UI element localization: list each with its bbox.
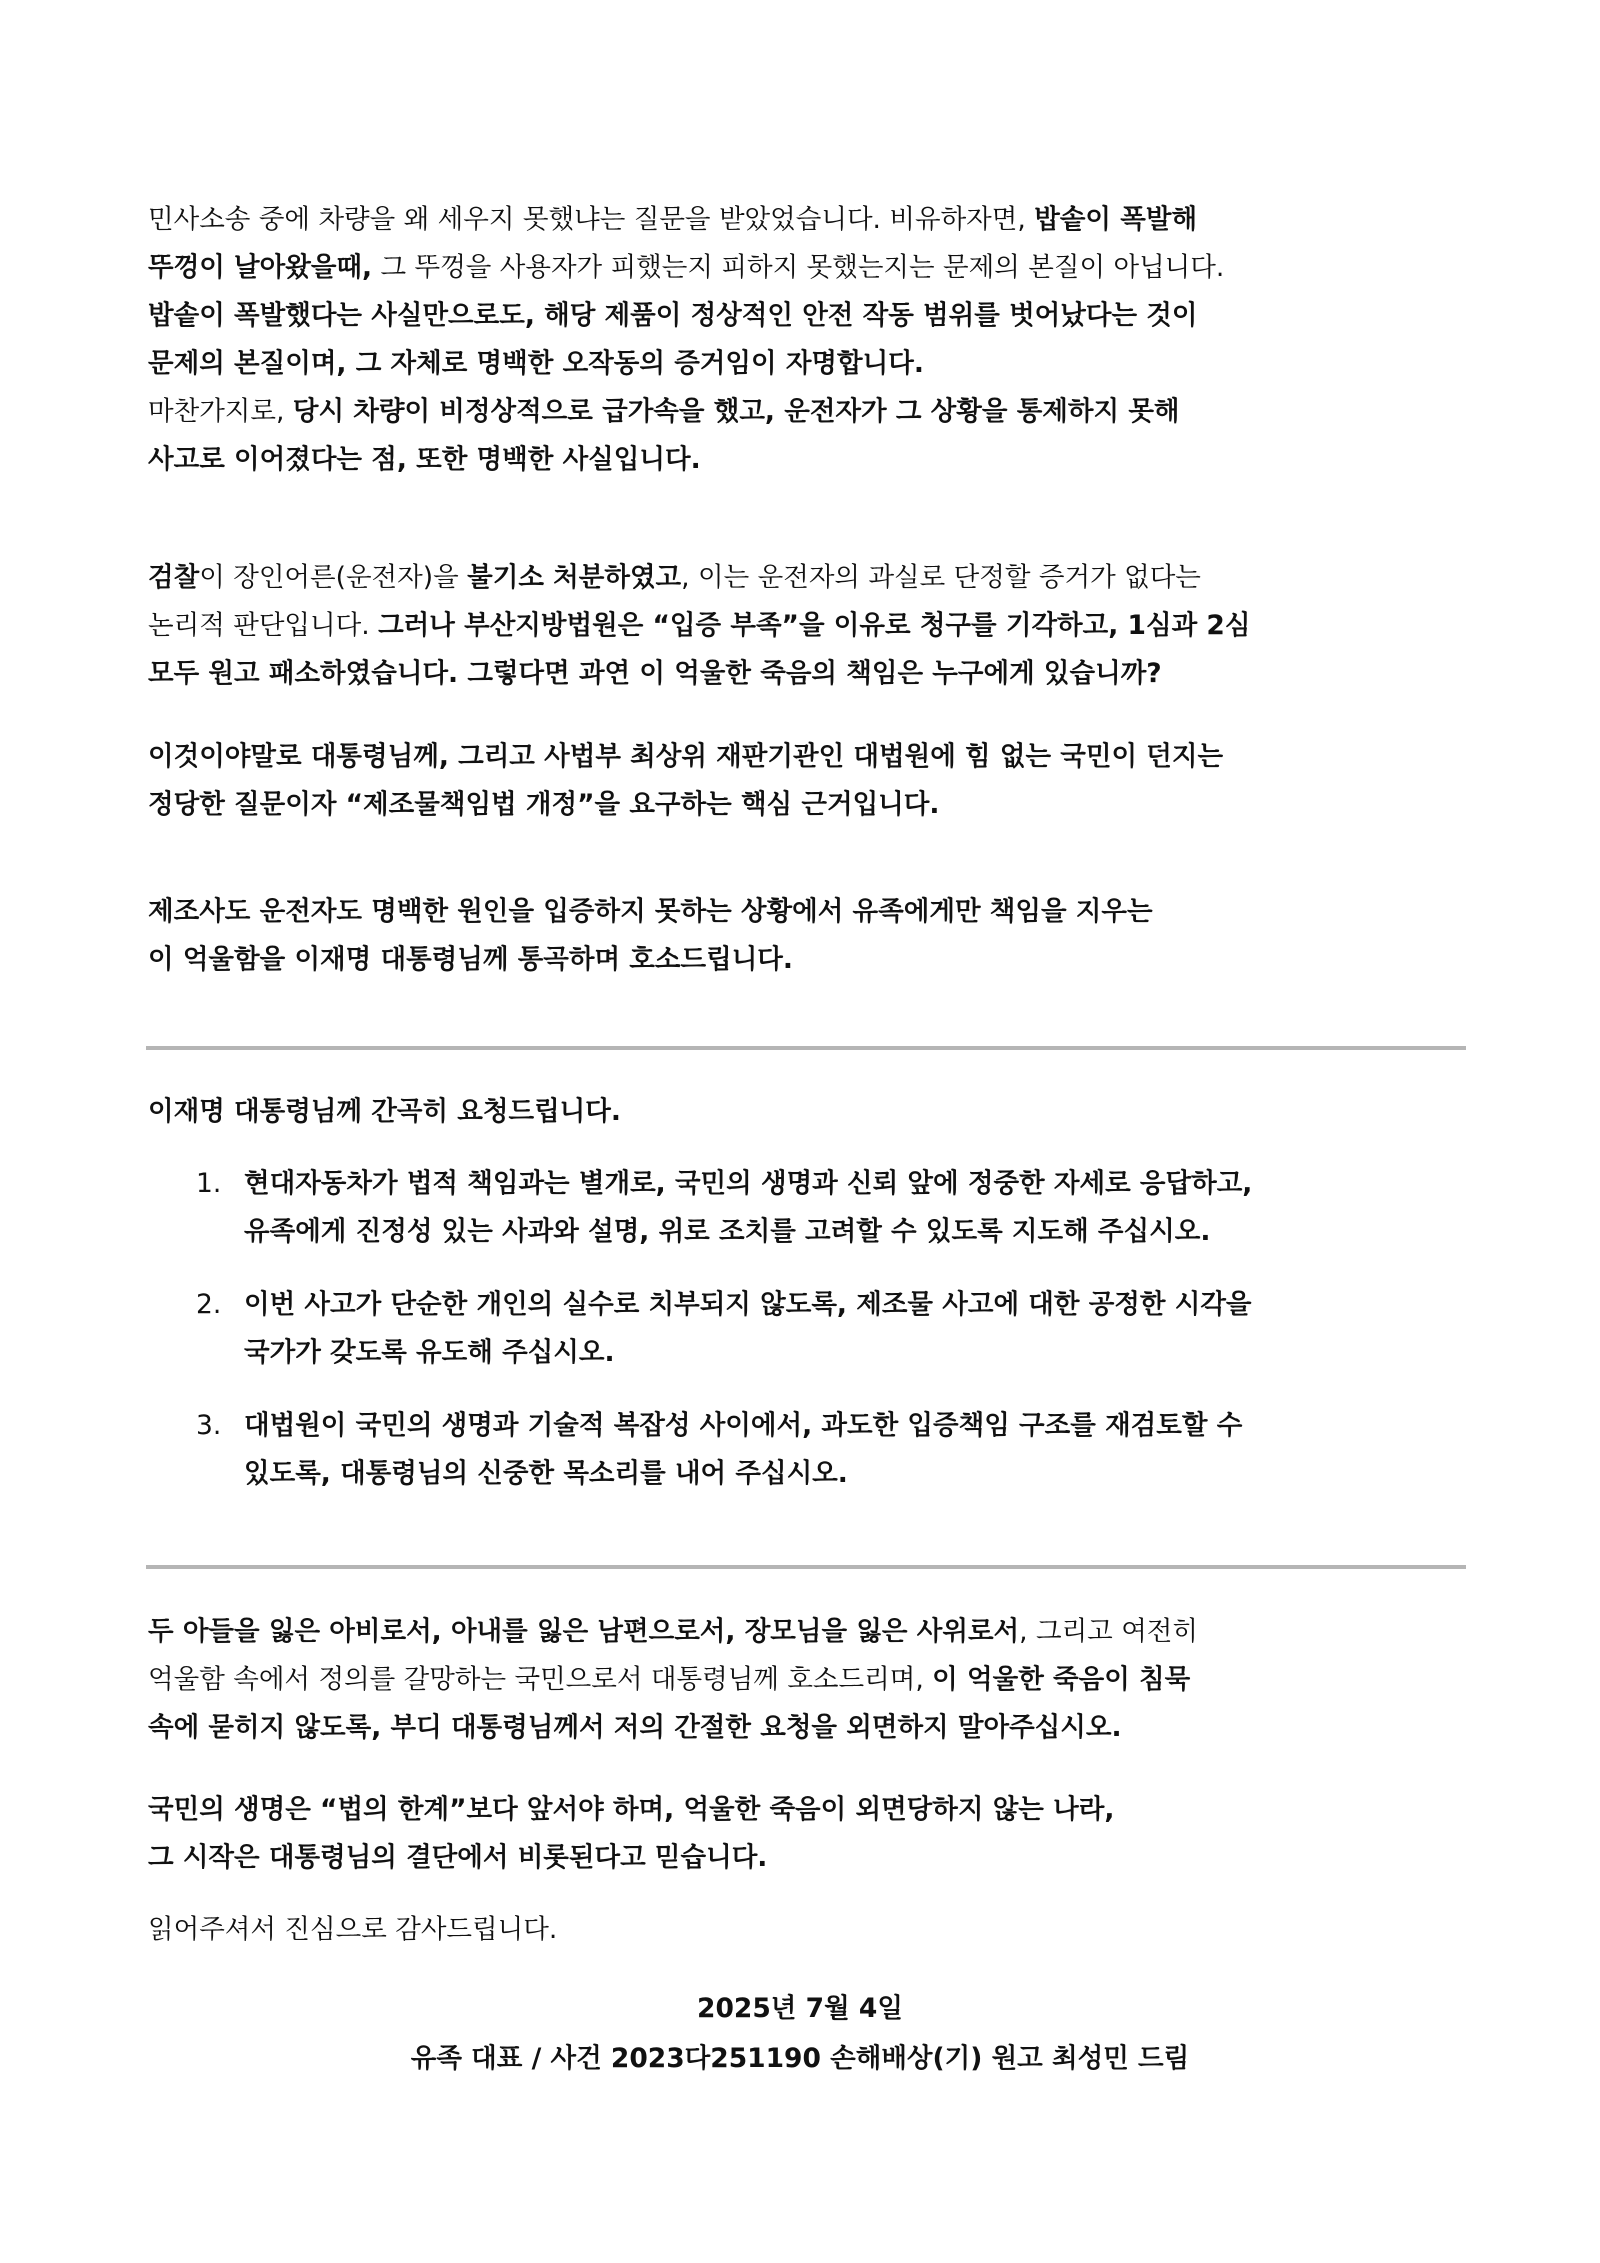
request-list <box>148 1160 1468 1498</box>
text-line: 억울함 속에서 정의를 갈망하는 국민으로서 대통령님께 호소드리며, 이 억울한 죽음이 침묵 <box>148 1664 1191 1695</box>
list-item <box>148 1402 1468 1498</box>
list-item <box>148 1281 1468 1377</box>
list-number: 1. <box>196 1168 222 1199</box>
text-line: 대법원이 국민의 생명과 기술적 복잡성 사이에서, 과도한 입증책임 구조를 재검토할 수 <box>244 1410 1243 1441</box>
request-heading: 이재명 대통령님께 간곡히 요청드립니다. <box>148 1096 621 1127</box>
text-line: 밥솥이 폭발했다는 사실만으로도, 해당 제품이 정상적인 안전 작동 범위를 벗어났다는 것이 <box>148 300 1198 331</box>
text-line: 두 아들을 잃은 아비로서, 아내를 잃은 남편으로서, 장모님을 잃은 사위로서, 그리고 여전히 <box>148 1616 1199 1647</box>
text-line: 뚜껑이 날아왔을때, 그 뚜껑을 사용자가 피했는지 피하지 못했는지는 문제의 본질이 아닙니다. <box>148 252 1225 283</box>
thanks-line: 읽어주셔서 진심으로 감사드립니다. <box>148 1914 558 1945</box>
text-line: 이것이야말로 대통령님께, 그리고 사법부 최상위 재판기관인 대법원에 힘 없는 국민이 던지는 <box>148 741 1224 772</box>
text-line: 있도록, 대통령님의 신중한 목소리를 내어 주십시오. <box>244 1458 848 1489</box>
text-line: 현대자동차가 법적 책임과는 별개로, 국민의 생명과 신뢰 앞에 정중한 자세로 응답하고, <box>244 1168 1253 1199</box>
text-line: 유족에게 진정성 있는 사과와 설명, 위로 조치를 고려할 수 있도록 지도해 주십시오. <box>244 1216 1211 1247</box>
text-line: 이번 사고가 단순한 개인의 실수로 치부되지 않도록, 제조물 사고에 대한 공정한 시각을 <box>244 1289 1252 1320</box>
text-line: 정당한 질문이자 “제조물책임법 개정”을 요구하는 핵심 근거입니다. <box>148 789 940 820</box>
text-line: 문제의 본질이며, 그 자체로 명백한 오작동의 증거임이 자명합니다. <box>148 348 924 379</box>
text-line: 검찰이 장인어른(운전자)을 불기소 처분하였고, 이는 운전자의 과실로 단정할 증거가 없다는 <box>148 562 1201 593</box>
paragraph-court-ruling <box>148 554 1468 698</box>
section-divider <box>146 1565 1466 1569</box>
text-line: 이 억울함을 이재명 대통령님께 통곡하며 호소드립니다. <box>148 944 793 975</box>
section-divider <box>146 1046 1466 1050</box>
text-line: 사고로 이어졌다는 점, 또한 명백한 사실입니다. <box>148 444 701 475</box>
paragraph-closing-belief <box>148 1786 1468 1882</box>
list-item <box>148 1160 1468 1256</box>
text-line: 그 시작은 대통령님의 결단에서 비롯된다고 믿습니다. <box>148 1842 768 1873</box>
text-line: 국민의 생명은 “법의 한계”보다 앞서야 하며, 억울한 죽음이 외면당하지 않는 나라, <box>148 1794 1115 1825</box>
text-line: 모두 원고 패소하였습니다. 그렇다면 과연 이 억울한 죽음의 책임은 누구에게 있습니까? <box>148 658 1162 689</box>
list-number: 3. <box>196 1410 222 1441</box>
text-line: 국가가 갖도록 유도해 주십시오. <box>244 1337 615 1368</box>
letter-signature: 유족 대표 / 사건 2023다251190 손해배상(기) 원고 최성민 드림 <box>410 2043 1190 2074</box>
text-line: 마찬가지로, 당시 차량이 비정상적으로 급가속을 했고, 운전자가 그 상황을 통제하지 못해 <box>148 396 1180 427</box>
letter-date: 2025년 7월 4일 <box>697 1993 903 2024</box>
paragraph-rice-cooker-analogy <box>148 196 1468 484</box>
text-line: 민사소송 중에 차량을 왜 세우지 못했냐는 질문을 받았었습니다. 비유하자면, 밥솥이 폭발해 <box>148 204 1198 235</box>
text-line: 속에 묻히지 않도록, 부디 대통령님께서 저의 간절한 요청을 외면하지 말아주십시오. <box>148 1712 1122 1743</box>
list-number: 2. <box>196 1289 222 1320</box>
paragraph-legitimate-question <box>148 733 1468 829</box>
paragraph-appeal <box>148 888 1468 984</box>
paragraph-family-plea <box>148 1608 1468 1752</box>
text-line: 논리적 판단입니다. 그러나 부산지방법원은 “입증 부족”을 이유로 청구를 기각하고, 1심과 2심 <box>148 610 1251 641</box>
text-line: 제조사도 운전자도 명백한 원인을 입증하지 못하는 상황에서 유족에게만 책임을 지우는 <box>148 896 1153 927</box>
